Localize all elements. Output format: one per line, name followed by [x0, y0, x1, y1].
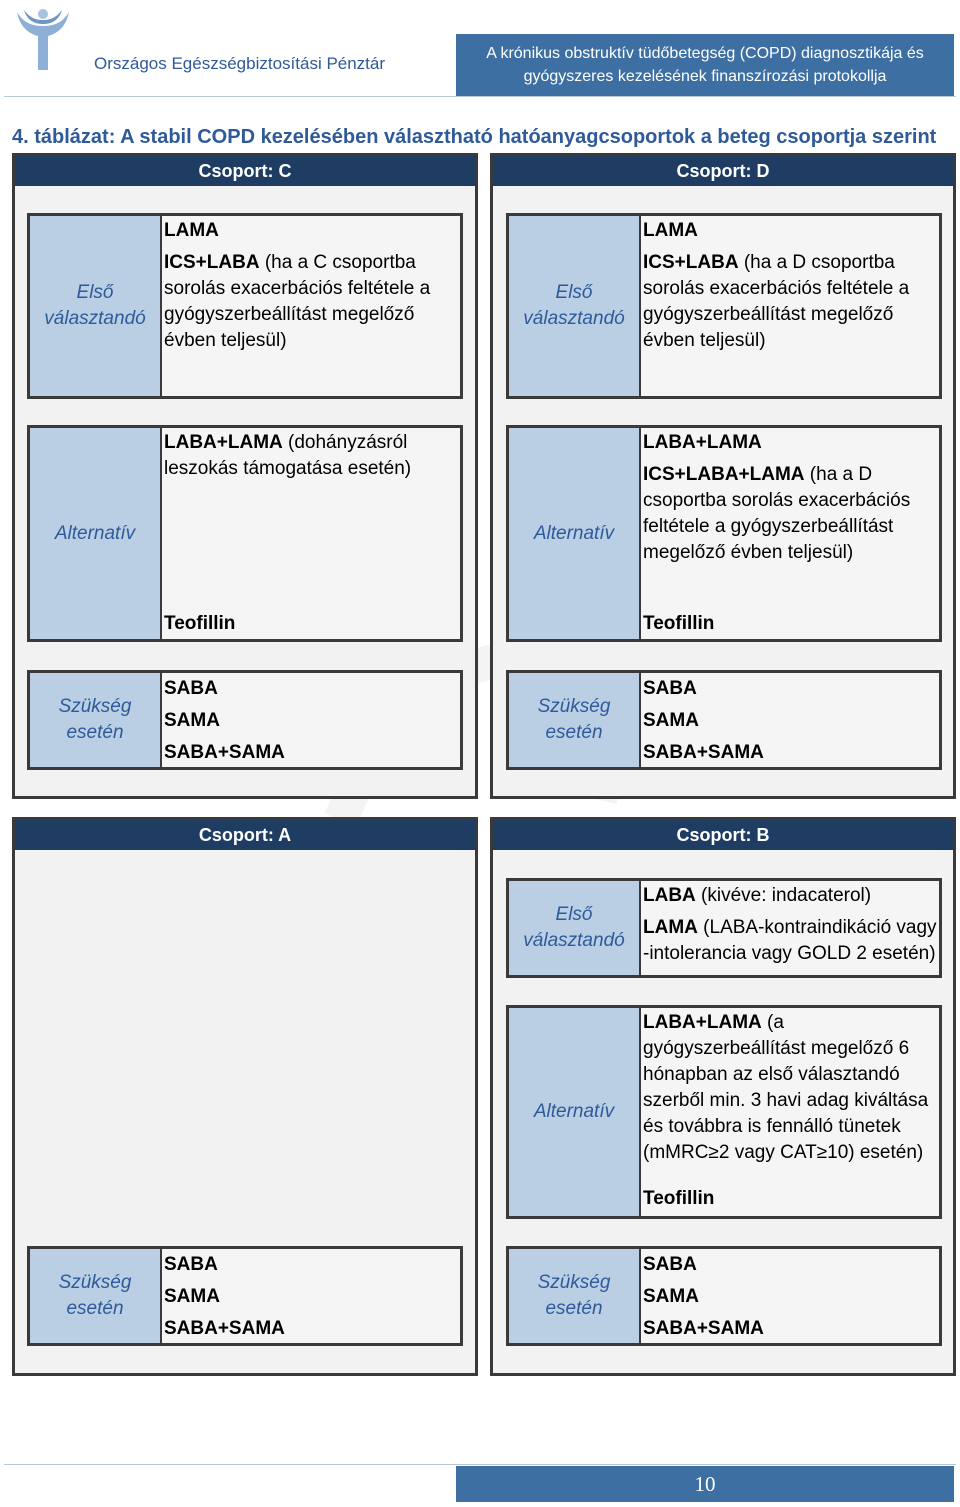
drug-condition: (ha a C csoportba sorolás exacerbációs feltétele a gyógyszerbeállítást megelőző évben teljesül)	[164, 252, 431, 351]
alternative-label: Alternatív	[509, 428, 641, 639]
drug-condition: (LABA-kontraindikáció vagy -intolerancia vagy GOLD 2 esetén)	[643, 917, 937, 964]
drug-condition: (kivéve: indacaterol)	[695, 885, 872, 906]
drug-name: ICS+LABA	[643, 252, 739, 273]
first-choice-content	[641, 881, 939, 975]
header-divider	[4, 96, 956, 97]
drug-line: SAMA	[164, 1286, 220, 1307]
page-number: 10	[456, 1466, 954, 1502]
as-needed-content	[641, 1249, 939, 1343]
drug-line: SABA	[164, 1254, 218, 1275]
footer-divider	[4, 1464, 956, 1465]
drug-line: SABA+SAMA	[164, 1318, 285, 1339]
group-c-as-needed	[27, 670, 463, 770]
drug-line: SABA+SAMA	[643, 742, 764, 763]
drug-condition: (dohányzásról leszokás támogatása esetén)	[164, 432, 412, 479]
group-d-first-choice	[506, 213, 942, 399]
drug-name: LAMA	[643, 917, 698, 938]
drug-name: LABA	[643, 885, 696, 906]
drug-line: SABA	[164, 678, 218, 699]
oep-logo	[14, 6, 72, 74]
alternative-content	[641, 1008, 939, 1216]
group-c-first-choice	[27, 213, 463, 399]
drug-line	[643, 250, 939, 354]
drug-name: ICS+LABA+LAMA	[643, 464, 805, 485]
drug-line: SABA+SAMA	[643, 1318, 764, 1339]
drug-line	[643, 218, 939, 244]
as-needed-label: Szükség esetén	[509, 673, 641, 767]
drug-condition: (a gyógyszerbeállítást megelőző 6 hónapban az első választandó szerből min. 3 havi adag kiváltása és továbbra is fennálló tünetek (mMRC≥2 vagy CAT≥10) esetén)	[643, 1012, 929, 1163]
drug-line: SAMA	[643, 1286, 699, 1307]
drug-name: LABA+LAMA	[643, 1012, 762, 1033]
organization-name: Országos Egészségbiztosítási Pénztár	[94, 54, 386, 73]
first-choice-content	[162, 216, 460, 396]
as-needed-label: Szükség esetén	[30, 1249, 162, 1343]
alternative-content	[162, 428, 460, 639]
drug-line: SAMA	[643, 710, 699, 731]
first-choice-content	[641, 216, 939, 396]
group-a-as-needed	[27, 1246, 463, 1346]
group-b-as-needed	[506, 1246, 942, 1346]
drug-line	[164, 218, 460, 244]
first-choice-label: Első választandó	[509, 881, 641, 975]
drug-line-bottom: Teofillin	[643, 613, 715, 634]
first-choice-label: Első választandó	[509, 216, 641, 396]
drug-line-bottom: Teofillin	[643, 1188, 715, 1209]
first-choice-label: Első választandó	[30, 216, 162, 396]
drug-line: SABA	[643, 678, 697, 699]
group-b-header: Csoport: B	[493, 820, 953, 850]
drug-condition: (ha a D csoportba sorolás exacerbációs feltétele a gyógyszerbeállítást megelőző évben teljesül)	[643, 252, 910, 351]
drug-line	[643, 462, 939, 566]
drug-line	[164, 250, 460, 354]
as-needed-content	[162, 673, 460, 767]
drug-name: LAMA	[643, 220, 698, 241]
drug-line	[643, 915, 939, 967]
group-d-header: Csoport: D	[493, 156, 953, 186]
drug-line-bottom: Teofillin	[164, 613, 236, 634]
group-d-as-needed	[506, 670, 942, 770]
as-needed-label: Szükség esetén	[509, 1249, 641, 1343]
alternative-label: Alternatív	[30, 428, 162, 639]
alternative-content	[641, 428, 939, 639]
alternative-label: Alternatív	[509, 1008, 641, 1216]
as-needed-label: Szükség esetén	[30, 673, 162, 767]
drug-name: LABA+LAMA	[643, 432, 762, 453]
drug-line	[643, 1010, 939, 1166]
group-b-alternative	[506, 1005, 942, 1219]
document-title-line1: A krónikus obstruktív tüdőbetegség (COPD) diagnosztikája és	[486, 45, 924, 62]
document-title	[456, 34, 954, 96]
document-title-line2: gyógyszeres kezelésének finanszírozási protokollja	[523, 68, 887, 85]
drug-line: SAMA	[164, 710, 220, 731]
drug-name: LABA+LAMA	[164, 432, 283, 453]
as-needed-content	[641, 673, 939, 767]
drug-line	[643, 430, 939, 456]
drug-line: SABA	[643, 1254, 697, 1275]
drug-condition: (ha a D csoportba sorolás exacerbációs feltétele a gyógyszerbeállítást megelőző évben teljesül)	[643, 464, 911, 563]
drug-line	[643, 883, 939, 909]
drug-line: SABA+SAMA	[164, 742, 285, 763]
table-title: 4. táblázat: A stabil COPD kezelésében választható hatóanyagcsoportok a beteg csoportja szerint	[12, 126, 937, 148]
group-c-alternative	[27, 425, 463, 642]
group-d-alternative	[506, 425, 942, 642]
drug-name: LAMA	[164, 220, 219, 241]
as-needed-content	[162, 1249, 460, 1343]
group-a-header: Csoport: A	[15, 820, 475, 850]
group-c-header: Csoport: C	[15, 156, 475, 186]
group-b-first-choice	[506, 878, 942, 978]
drug-name: ICS+LABA	[164, 252, 260, 273]
drug-line	[164, 430, 460, 482]
